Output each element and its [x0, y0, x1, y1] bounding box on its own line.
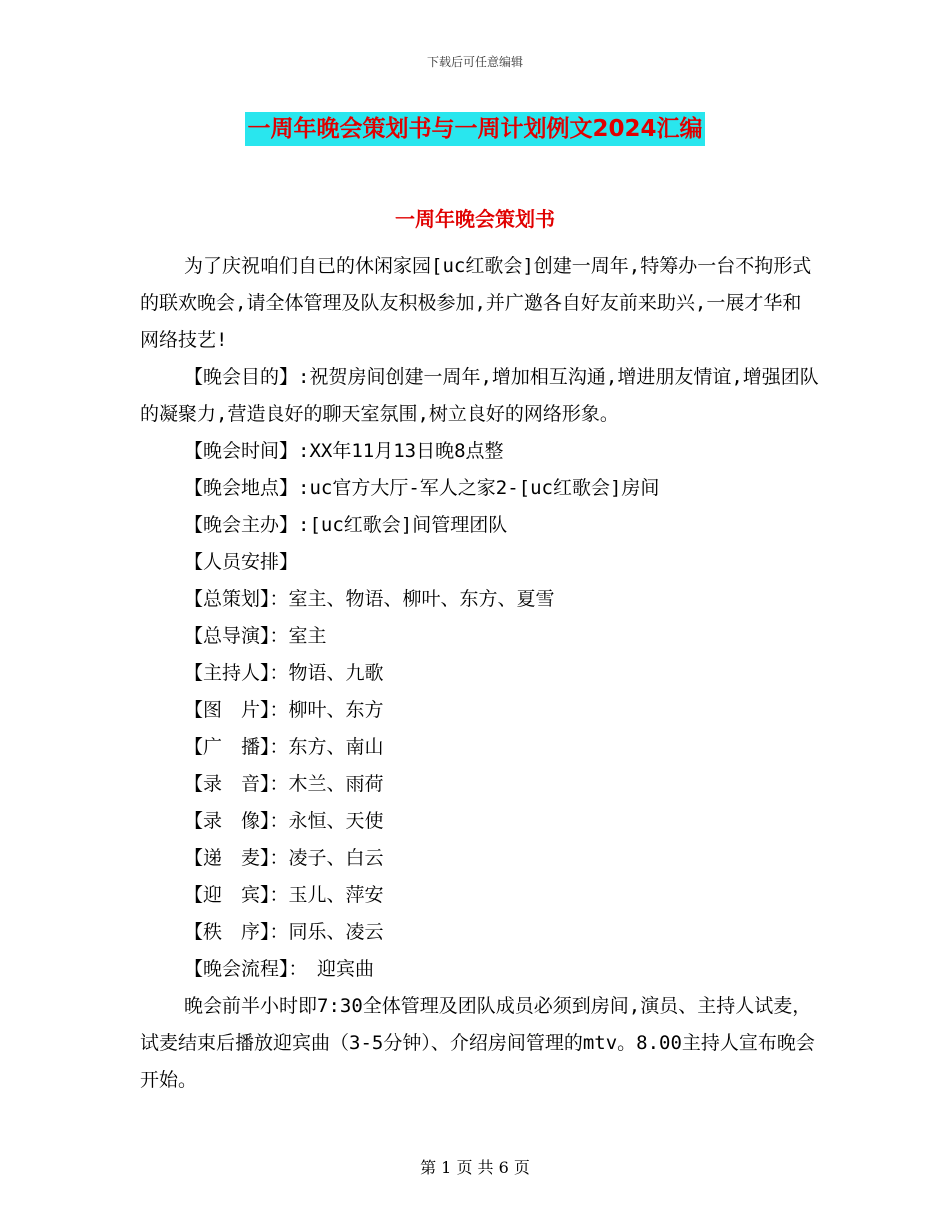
staff-item: 【图 片】：柳叶、东方: [184, 699, 384, 721]
intro-paragraph: 为了庆祝咱们自已的休闲家园[uc红歌会]创建一周年,特筹办一台不拘形式的联欢晚会,请全体管理及队友积极参加,并广邀各自好友前来助兴,一展才华和网络技艺!: [140, 255, 812, 351]
staff-item: 【录 音】：木兰、雨荷: [184, 773, 384, 795]
host-org-line: 【晚会主办】:[uc红歌会]间管理团队: [184, 514, 508, 536]
flow-detail-paragraph: 晚会前半小时即7:30全体管理及团队成员必须到房间,演员、主持人试麦，试麦结束后播放迎宾曲（3-5分钟）、介绍房间管理的mtv。8.00主持人宣布晚会开始。: [140, 995, 815, 1091]
staff-item: 【广 播】：东方、南山: [184, 736, 384, 758]
purpose-paragraph: 【晚会目的】:祝贺房间创建一周年,增加相互沟通,增进朋友情谊,增强团队的凝聚力,营造良好的聊天室氛围,树立良好的网络形象。: [140, 366, 819, 425]
staff-item: 【总策划】：室主、物语、柳叶、东方、夏雪: [184, 588, 555, 610]
staff-item: 【主持人】：物语、九歌: [184, 662, 384, 684]
place-line: 【晚会地点】:uc官方大厅-军人之家2-[uc红歌会]房间: [184, 477, 660, 499]
section-title: 一周年晚会策划书: [395, 207, 555, 231]
staff-heading: 【人员安排】: [184, 551, 299, 573]
header-note: 下载后可任意编辑: [426, 55, 523, 69]
main-title-container: [0, 112, 950, 146]
document-body: [140, 248, 820, 1099]
flow-line: 【晚会流程】： 迎宾曲: [184, 958, 375, 980]
staff-item: 【总导演】：室主: [184, 625, 327, 647]
staff-item: 【录 像】：永恒、天使: [184, 810, 384, 832]
staff-item: 【递 麦】：凌子、白云: [184, 847, 384, 869]
time-line: 【晚会时间】:XX年11月13日晚8点整: [184, 440, 504, 462]
main-title: 一周年晚会策划书与一周计划例文2024汇编: [245, 112, 704, 146]
page-footer: 第 1 页 共 6 页: [420, 1158, 530, 1177]
staff-item: 【秩 序】：同乐、凌云: [184, 921, 384, 943]
staff-item: 【迎 宾】：玉儿、萍安: [184, 884, 384, 906]
